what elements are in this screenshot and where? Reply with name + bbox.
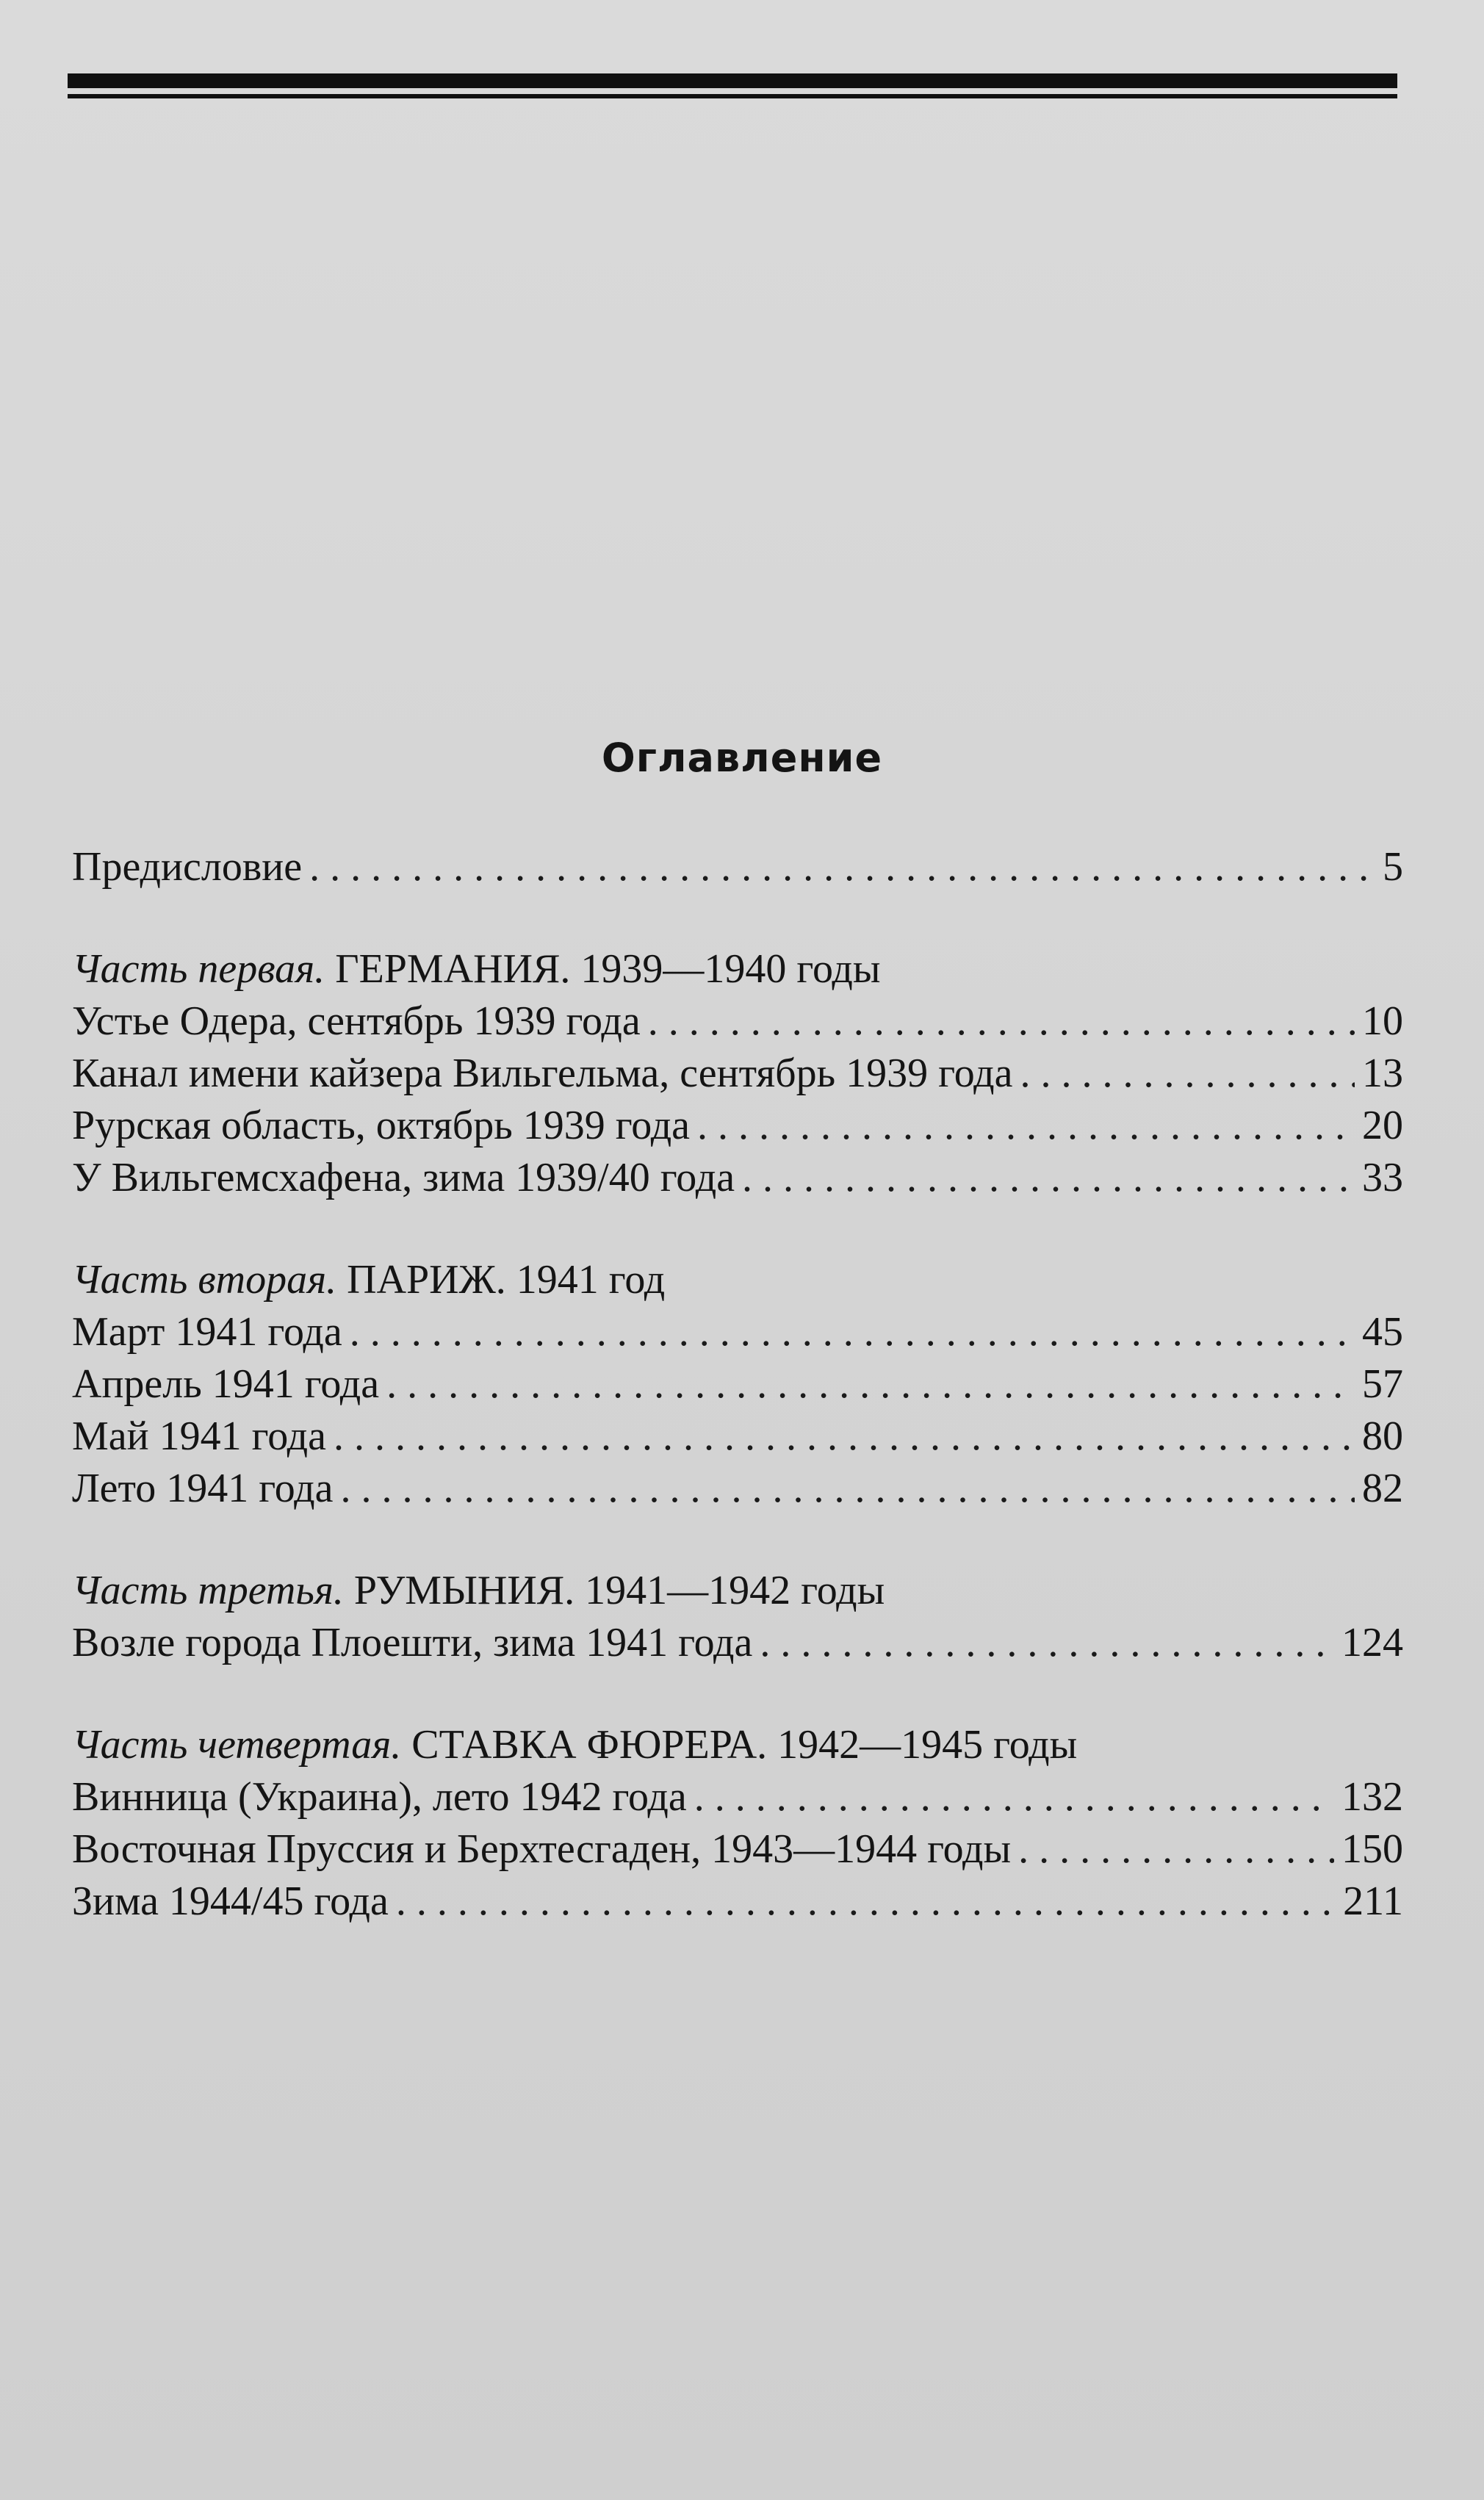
- part-title: ГЕРМАНИЯ. 1939—1940 годы: [335, 946, 881, 992]
- part-1: [72, 943, 1403, 1204]
- entry-page-number: 13: [1362, 1051, 1403, 1096]
- part-4: [72, 1719, 1403, 1928]
- entry-page-number: 150: [1341, 1826, 1403, 1872]
- entry-page-number: 211: [1343, 1878, 1403, 1924]
- part-heading: [72, 1565, 1403, 1617]
- toc-entry[interactable]: [72, 1411, 1403, 1463]
- entry-label: Зима 1944/45 года: [72, 1878, 389, 1924]
- toc-entry[interactable]: [72, 1876, 1403, 1928]
- dot-leader: [1018, 1823, 1334, 1876]
- entry-page-number: 124: [1341, 1620, 1403, 1665]
- dot-leader: [694, 1771, 1334, 1823]
- entry-label: Возле города Плоешти, зима 1941 года: [72, 1620, 753, 1665]
- dot-leader: [697, 1100, 1355, 1152]
- dot-leader: [1020, 1048, 1355, 1100]
- entry-page-number: 132: [1341, 1774, 1403, 1820]
- entry-page-number: 10: [1362, 998, 1403, 1044]
- entry-page-number: 5: [1383, 844, 1403, 890]
- toc-entry[interactable]: [72, 1617, 1403, 1669]
- top-thick-rule: [68, 73, 1397, 88]
- dot-leader: [341, 1463, 1355, 1515]
- part-2: [72, 1254, 1403, 1515]
- entry-page-number: 20: [1362, 1103, 1403, 1148]
- part-heading: [72, 1254, 1403, 1306]
- part-title: РУМЫНИЯ. 1941—1942 годы: [353, 1568, 885, 1613]
- part-label: Часть четвертая.: [72, 1722, 402, 1768]
- dot-leader: [396, 1876, 1336, 1928]
- part-3: [72, 1565, 1403, 1669]
- toc-entry[interactable]: [72, 1048, 1403, 1100]
- entry-label: Рурская область, октябрь 1939 года: [72, 1103, 691, 1148]
- entry-label: Май 1941 года: [72, 1413, 326, 1459]
- part-label: Часть третья.: [72, 1568, 344, 1613]
- dot-leader: [742, 1152, 1355, 1204]
- part-heading: [72, 1719, 1403, 1771]
- entry-label: Канал имени кайзера Вильгельма, сентябрь 1939 года: [72, 1051, 1013, 1096]
- dot-leader: [648, 995, 1355, 1048]
- entry-label: Предисловие: [72, 844, 303, 890]
- entry-label: Восточная Пруссия и Берхтесгаден, 1943—1944 годы: [72, 1826, 1012, 1872]
- part-label: Часть вторая.: [72, 1257, 337, 1303]
- toc-entry[interactable]: [72, 1152, 1403, 1204]
- toc-entry[interactable]: [72, 1306, 1403, 1358]
- toc-entry[interactable]: [72, 1358, 1403, 1411]
- entry-label: Лето 1941 года: [72, 1466, 334, 1511]
- toc-entry[interactable]: [72, 1771, 1403, 1823]
- toc-entry[interactable]: [72, 1100, 1403, 1152]
- entry-page-number: 57: [1362, 1361, 1403, 1407]
- toc-entry[interactable]: [72, 1463, 1403, 1515]
- toc-entry-preface[interactable]: [72, 841, 1403, 893]
- entry-page-number: 82: [1362, 1466, 1403, 1511]
- toc-entry[interactable]: [72, 1823, 1403, 1876]
- entry-label: У Вильгемсхафена, зима 1939/40 года: [72, 1155, 735, 1200]
- table-of-contents: [72, 841, 1403, 1928]
- toc-entry[interactable]: [72, 995, 1403, 1048]
- top-thin-rule: [68, 94, 1397, 98]
- entry-page-number: 80: [1362, 1413, 1403, 1459]
- entry-label: Винница (Украина), лето 1942 года: [72, 1774, 687, 1820]
- dot-leader: [334, 1411, 1355, 1463]
- dot-leader: [386, 1358, 1355, 1411]
- toc-title: Оглавление: [601, 735, 883, 781]
- entry-label: Устье Одера, сентябрь 1939 года: [72, 998, 641, 1044]
- entry-page-number: 45: [1362, 1309, 1403, 1355]
- entry-label: Апрель 1941 года: [72, 1361, 380, 1407]
- part-heading: [72, 943, 1403, 995]
- dot-leader: [309, 841, 1375, 893]
- part-title: СТАВКА ФЮРЕРА. 1942—1945 годы: [411, 1722, 1078, 1768]
- dot-leader: [350, 1306, 1355, 1358]
- part-title: ПАРИЖ. 1941 год: [347, 1257, 666, 1303]
- part-label: Часть первая.: [72, 946, 325, 992]
- entry-label: Март 1941 года: [72, 1309, 342, 1355]
- dot-leader: [760, 1617, 1334, 1669]
- entry-page-number: 33: [1362, 1155, 1403, 1200]
